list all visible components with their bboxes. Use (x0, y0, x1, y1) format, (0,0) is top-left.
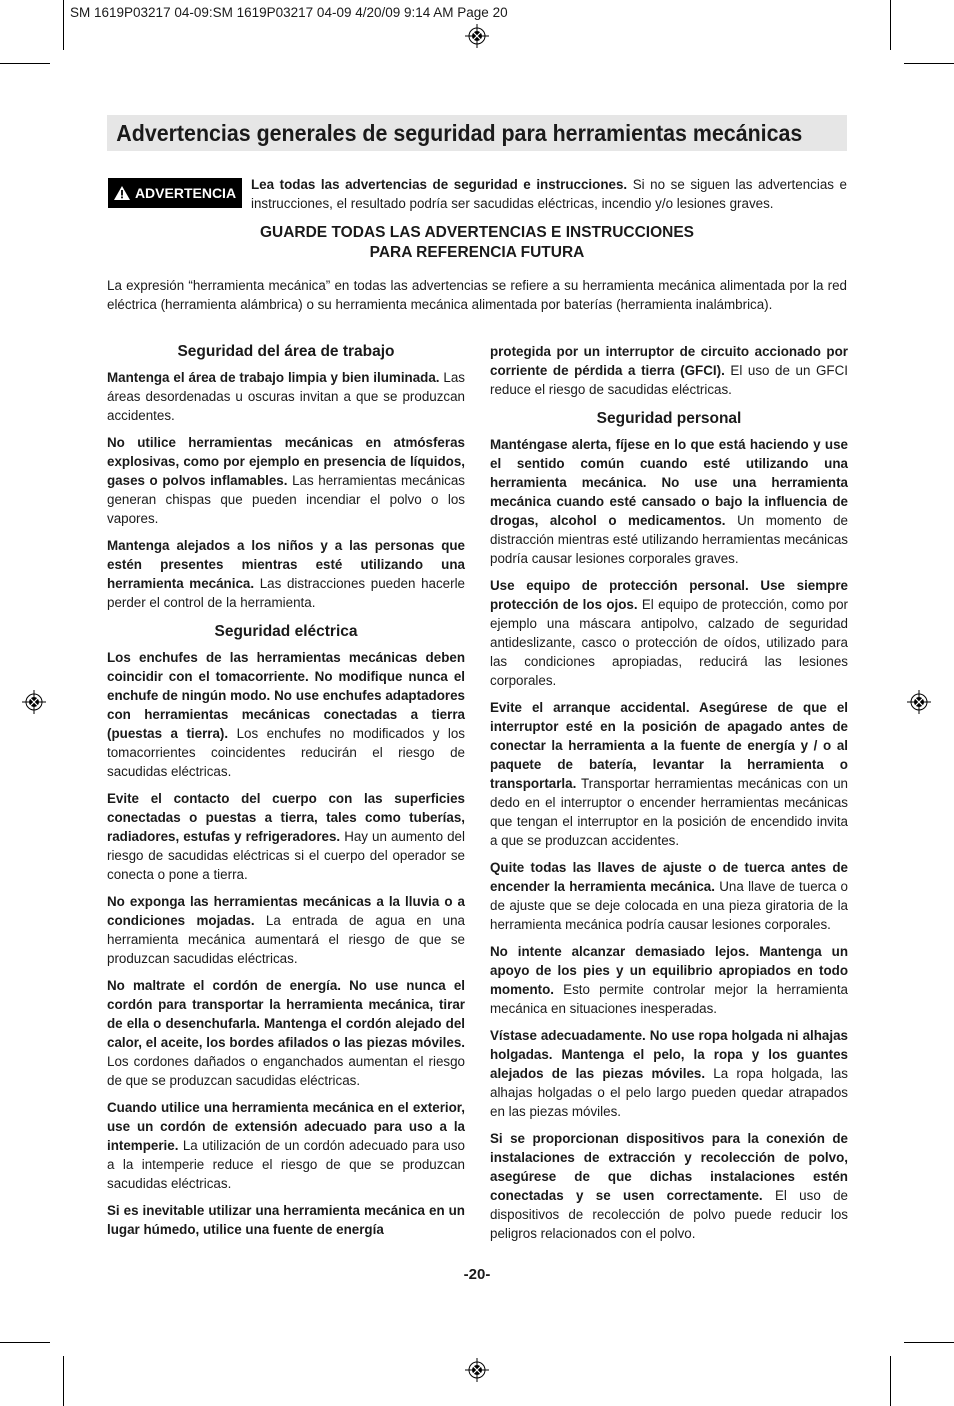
section-heading-work-area: Seguridad del área de trabajo (177, 343, 395, 360)
warning-text (251, 175, 847, 213)
paragraph: No utilice herramientas mecánicas en atmósferas explosivas, como por ejemplo en presencia de líquidos, gases o polvos inflamables. Las herramientas mecánicas generan chispas que pueden incendiar el polvo o los vapores. (107, 435, 466, 526)
crop-mark (0, 1342, 50, 1343)
paragraph: Evite el arranque accidental. Asegúrese de que el interruptor esté en la posición de apagado antes de conectar la herramienta a la fuente de energía y / o al paquete de batería, levantar la herramienta o transportarla. Transportar herramientas mecánicas con un dedo en el interruptor o encender herramientas mecánicas que tengan el interruptor en la posición de encendido invita a que se produzcan accidentes. (490, 700, 848, 848)
crop-mark (63, 0, 64, 50)
paragraph: Evite el contacto del cuerpo con las superficies conectadas o puestas a tierra, tales como tuberías, radiadores, estufas y refrigeradores. Hay un aumento del riesgo de sacudidas eléctricas si el cuerpo del operador se conecta o pone a tierra. (107, 791, 465, 882)
registration-mark-icon (465, 1358, 489, 1382)
crop-mark (904, 1342, 954, 1343)
paragraph: Use equipo de protección personal. Use siempre protección de los ojos. El equipo de protección, como por ejemplo una máscara antipolvo, calzado de seguridad antideslizante, casco o protección de oídos, utilizado para las condiciones apropiadas, reducirá las lesiones corporales. (490, 578, 848, 688)
crop-mark (890, 0, 891, 50)
paragraph: Vístase adecuadamente. No use ropa holgada ni alhajas holgadas. Mantenga el pelo, la ropa y los guantes alejados de las piezas móviles. La ropa holgada, las alhajas holgadas o el pelo largo pueden quedar atrapados en las piezas móviles. (490, 1028, 848, 1119)
paragraph: protegida por un interruptor de circuito accionado por corriente de pérdida a tierra (GFCI). El uso de un GFCI reduce el riesgo de sacudidas eléctricas. (490, 344, 848, 397)
registration-mark-icon (907, 690, 931, 714)
right-column (490, 342, 848, 1251)
keep-instructions-heading (107, 223, 847, 263)
warning-body: Si no se siguen las advertencias e instrucciones, el resultado podría ser sacudidas eléctricas, incendio y/o lesiones graves. (251, 177, 847, 211)
paragraph: Manténgase alerta, fíjese en lo que está haciendo y use el sentido común cuando esté utilizando una herramienta mecánica. No use una herramienta mecánica cuando esté cansado o bajo la influencia de drogas, alcohol o medicamentos. Un momento de distracción mientras esté utilizando herramientas mecánicas podría causar lesiones corporales graves. (490, 437, 848, 566)
crop-mark (63, 1356, 64, 1406)
registration-mark-icon (22, 690, 46, 714)
section-heading-personal: Seguridad personal (596, 410, 742, 427)
paragraph: No maltrate el cordón de energía. No use nunca el cordón para transportar la herramienta mecánica, tirar de ella o desenchufarla. Mantenga el cordón alejado del calor, el aceite, los bordes afilados o las piezas móviles. Los cordones dañados o enganchados aumentan el riesgo de que se produzcan sacudidas eléctricas. (107, 978, 465, 1088)
warning-bold: Lea todas las advertencias de seguridad e instrucciones. (251, 177, 628, 192)
page-title: Advertencias generales de seguridad para herramientas mecánicas (116, 120, 803, 146)
left-column (107, 342, 465, 1247)
paragraph: Quite todas las llaves de ajuste o de tuerca antes de encender la herramienta mecánica. Una llave de tuerca o de ajuste que se deje colocada en una pieza giratoria de la herramienta mecánica podría causar lesiones corporales. (490, 860, 848, 932)
paragraph: Si se proporcionan dispositivos para la conexión de instalaciones de extracción y recolección de polvo, asegúrese de que dichas instalaciones estén conectadas y se usen correctamente. El uso de dispositivos de recolección de polvo puede reducir los peligros relacionados con el polvo. (490, 1131, 848, 1241)
print-slug: SM 1619P03217 04-09:SM 1619P03217 04-09 4/20/09 9:14 AM Page 20 (70, 5, 508, 20)
warning-badge-label: ADVERTENCIA (134, 185, 237, 201)
warning-badge (108, 178, 242, 208)
crop-mark (890, 1356, 891, 1406)
keep-line-1: GUARDE TODAS LAS ADVERTENCIAS E INSTRUCCIONES (259, 224, 695, 241)
title-bar (107, 115, 847, 151)
paragraph: Mantenga el área de trabajo limpia y bien iluminada. Las áreas desordenadas u oscuras invitan a que se produzcan accidentes. (107, 370, 465, 423)
paragraph: Si es inevitable utilizar una herramienta mecánica en un lugar húmedo, utilice una fuente de energía (107, 1203, 465, 1237)
crop-mark (904, 63, 954, 64)
warning-triangle-icon (114, 186, 130, 200)
paragraph: No exponga las herramientas mecánicas a la lluvia o a condiciones mojadas. La entrada de agua en una herramienta mecánica aumentará el riesgo de que se produzcan sacudidas eléctricas. (107, 894, 465, 966)
keep-line-2: PARA REFERENCIA FUTURA (369, 244, 585, 261)
intro-paragraph: La expresión “herramienta mecánica” en todas las advertencias se refiere a su herramienta mecánica alimentada por la red eléctrica (herramienta alámbrica) o su herramienta mecánica alimentada por baterías (herramienta inalámbrica). (107, 278, 847, 312)
registration-mark-icon (465, 24, 489, 48)
paragraph: No intente alcanzar demasiado lejos. Mantenga un apoyo de los pies y un equilibrio apropiados en todo momento. Esto permite controlar mejor la herramienta mecánica en situaciones inesperadas. (490, 944, 848, 1016)
paragraph: Los enchufes de las herramientas mecánicas deben coincidir con el tomacorriente. No modifique nunca el enchufe de ningún modo. No use enchufes adaptadores con herramientas mecánicas conectadas a tierra (puestas a tierra). Los enchufes no modificados y los tomacorrientes coincidentes reducirán el riesgo de sacudidas eléctricas. (107, 650, 465, 779)
crop-mark (0, 63, 50, 64)
page-number: -20- (463, 1266, 491, 1283)
section-heading-electrical: Seguridad eléctrica (214, 623, 358, 640)
paragraph: Mantenga alejados a los niños y a las personas que estén presentes mientras esté utilizando una herramienta mecánica. Las distracciones pueden hacerle perder el control de la herramienta. (107, 538, 465, 610)
paragraph: Cuando utilice una herramienta mecánica en el exterior, use un cordón de extensión adecuado para uso a la intemperie. La utilización de un cordón adecuado para uso a la intemperie reduce el riesgo de que se produzcan sacudidas eléctricas. (107, 1100, 465, 1191)
